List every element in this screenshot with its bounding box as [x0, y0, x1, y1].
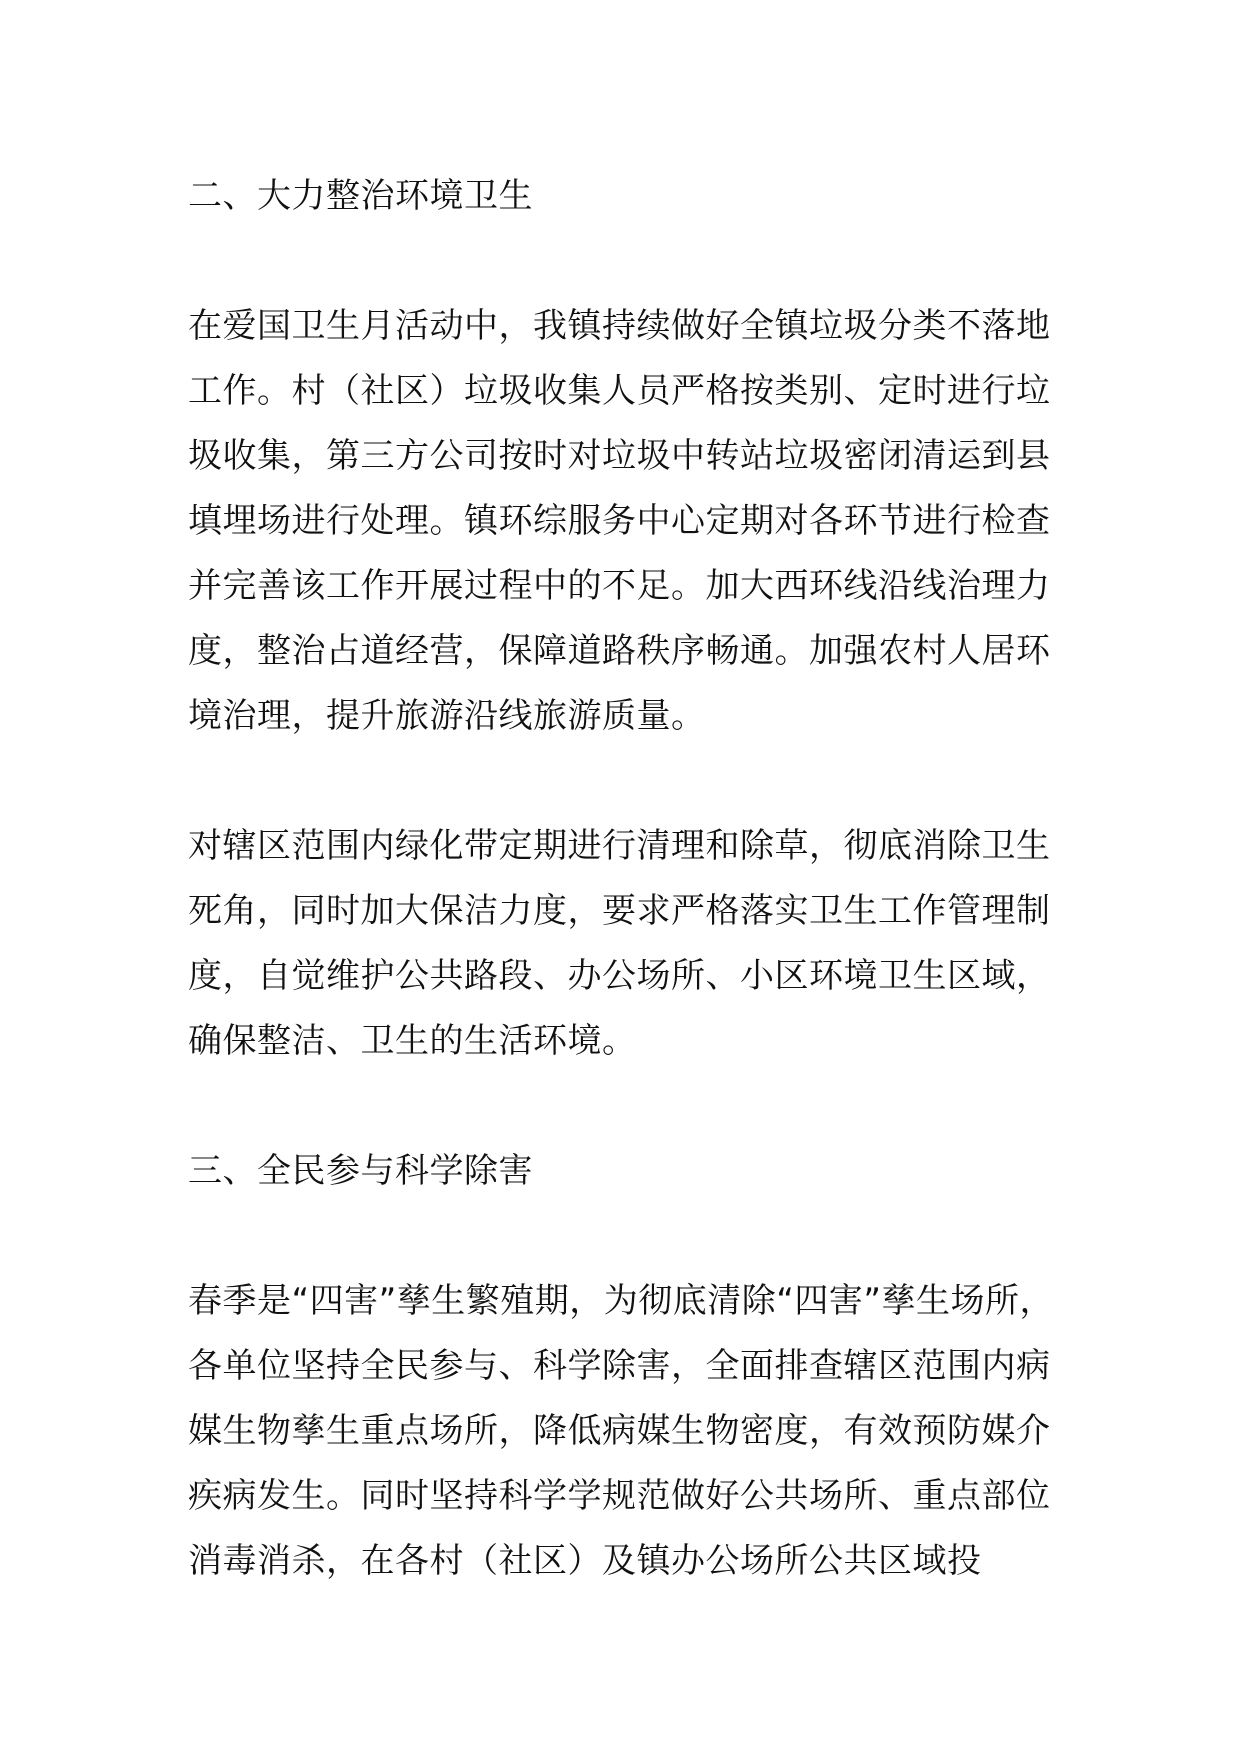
- document-body: [188, 164, 1068, 1594]
- section-heading-environment: 二、大力整治环境卫生: [188, 176, 533, 216]
- paragraph-spacer: [188, 1204, 1068, 1269]
- paragraph-spacer: [188, 229, 1068, 294]
- paragraph-spacer: [188, 1074, 1068, 1139]
- paragraph-spacer: [188, 749, 1068, 814]
- paragraph-garbage-sorting: 在爱国卫生月活动中，我镇持续做好全镇垃圾分类不落地工作。村（社区）垃圾收集人员严格按类别、定时进行垃圾收集，第三方公司按时对垃圾中转站垃圾密闭清运到县填埋场进行处理。镇环综服务中心定期对各环节进行检查并完善该工作开展过程中的不足。加大西环线沿线治理力度，整治占道经营，保障道路秩序畅通。加强农村人居环境治理，提升旅游沿线旅游质量。: [188, 306, 1051, 736]
- paragraph-green-belt-cleaning: 对辖区范围内绿化带定期进行清理和除草，彻底消除卫生死角，同时加大保洁力度，要求严格落实卫生工作管理制度，自觉维护公共路段、办公场所、小区环境卫生区域，确保整洁、卫生的生活环境。: [188, 826, 1051, 1061]
- paragraph-four-pests: 春季是“四害”孳生繁殖期，为彻底清除“四害”孳生场所，各单位坚持全民参与、科学除害，全面排查辖区范围内病媒生物孳生重点场所，降低病媒生物密度，有效预防媒介疾病发生。同时坚持科学学规范做好公共场所、重点部位消毒消杀，在各村（社区）及镇办公场所公共区域投: [188, 1281, 1054, 1581]
- section-heading-pest-control: 三、全民参与科学除害: [188, 1151, 533, 1191]
